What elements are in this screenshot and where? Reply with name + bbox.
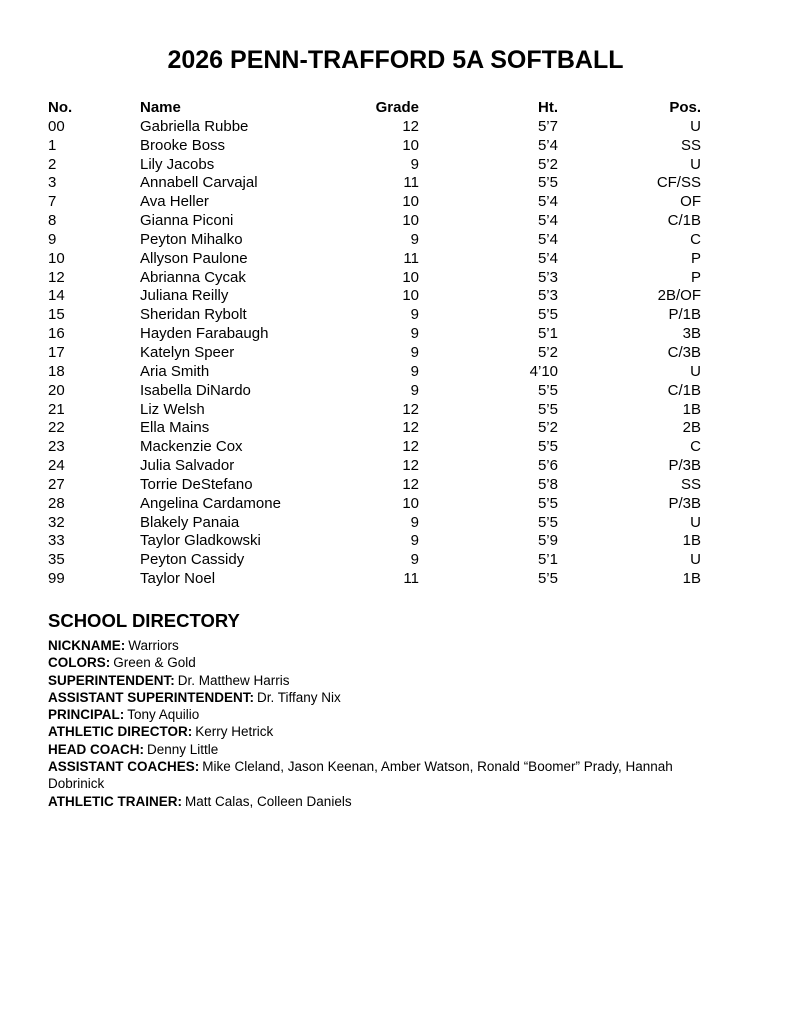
player-height: 5’4 [537,249,558,267]
player-grade: 9 [410,343,419,361]
player-grade: 12 [402,475,419,493]
directory-entry [48,689,701,706]
directory-entry [48,793,701,810]
player-number: 3 [48,174,57,192]
directory-entry-label: ASSISTANT COACHES: [48,759,200,775]
player-name: Peyton Cassidy [140,551,245,569]
player-number: 1 [48,136,57,154]
table-row [48,419,701,438]
directory-entry-value: Green & Gold [113,655,196,671]
player-height: 5’3 [537,287,558,305]
table-row [48,382,701,401]
directory-entry-value: Warriors [128,637,179,653]
player-name: Ella Mains [140,419,210,437]
player-height: 5’2 [537,343,558,361]
player-number: 27 [48,475,65,493]
player-grade: 12 [402,419,419,437]
player-name: Brooke Boss [140,136,226,154]
directory-entry [48,706,701,723]
player-position: U [690,551,701,569]
directory-entry-value: Dr. Tiffany Nix [257,689,341,705]
player-name: Julia Salvador [140,457,235,475]
player-name: Allyson Paulone [140,249,248,267]
player-height: 5’5 [537,381,558,399]
table-row [48,306,701,325]
header-no: No. [48,99,73,116]
player-grade: 9 [410,381,419,399]
player-grade: 10 [402,212,419,230]
player-name: Blakely Panaia [140,513,240,531]
table-row [48,363,701,382]
player-position: U [690,362,701,380]
player-position: OF [680,193,701,211]
player-name: Liz Welsh [140,400,205,418]
player-height: 5’5 [537,438,558,456]
player-number: 7 [48,193,57,211]
player-position: 2B/OF [657,287,701,305]
player-name: Hayden Farabaugh [140,325,269,343]
player-name: Ava Heller [140,193,209,211]
school-directory-heading: SCHOOL DIRECTORY [48,609,240,631]
player-height: 5’4 [537,230,558,248]
player-grade: 11 [403,570,419,588]
table-row [48,137,701,156]
table-row [48,118,701,137]
player-height: 5’1 [537,551,558,569]
player-name: Taylor Noel [140,570,216,588]
table-row [48,231,701,250]
player-number: 24 [48,457,65,475]
player-number: 18 [48,362,65,380]
directory-entry-label: ASSISTANT SUPERINTENDENT: [48,689,255,705]
player-position: U [690,155,701,173]
player-name: Isabella DiNardo [140,381,251,399]
player-height: 5’5 [537,400,558,418]
player-height: 4’10 [529,362,558,380]
table-row [48,551,701,570]
directory-entry-label: COLORS: [48,655,111,671]
table-row [48,344,701,363]
player-grade: 12 [402,438,419,456]
player-name: Sheridan Rybolt [140,306,247,324]
table-row [48,401,701,420]
player-number: 20 [48,381,65,399]
player-number: 12 [48,268,65,286]
player-name: Katelyn Speer [140,343,235,361]
player-height: 5’2 [537,419,558,437]
directory-entry [48,723,701,740]
directory-entry-value: Dr. Matthew Harris [177,672,290,688]
table-row [48,514,701,533]
player-name: Lily Jacobs [140,155,215,173]
player-number: 21 [48,400,65,418]
player-number: 15 [48,306,65,324]
header-name: Name [140,99,181,116]
directory-entry [48,637,701,654]
header-grade: Grade [375,99,419,116]
player-grade: 10 [402,268,419,286]
player-number: 17 [48,343,65,361]
player-grade: 9 [410,551,419,569]
directory-entry [48,758,701,793]
player-name: Torrie DeStefano [140,475,253,493]
player-number: 99 [48,570,65,588]
table-row [48,495,701,514]
player-position: P [690,249,701,267]
table-row [48,193,701,212]
player-name: Angelina Cardamone [140,494,281,512]
directory-entry-label: NICKNAME: [48,637,126,653]
player-grade: 11 [403,174,419,192]
directory-entry-label: SUPERINTENDENT: [48,672,175,688]
player-height: 5’9 [537,532,558,550]
player-number: 10 [48,249,65,267]
player-position: C/1B [667,212,701,230]
player-height: 5’8 [537,475,558,493]
player-number: 00 [48,117,65,135]
player-number: 23 [48,438,65,456]
player-position: C/1B [667,381,701,399]
player-position: U [690,513,701,531]
player-name: Abrianna Cycak [140,268,246,286]
player-position: P [690,268,701,286]
player-grade: 9 [410,230,419,248]
player-grade: 10 [402,287,419,305]
player-number: 35 [48,551,65,569]
player-position: C [690,230,701,248]
player-position: CF/SS [656,174,701,192]
player-grade: 9 [410,155,419,173]
directory-entry-label: HEAD COACH: [48,741,144,757]
table-row [48,156,701,175]
player-grade: 9 [410,306,419,324]
player-number: 33 [48,532,65,550]
directory-entry-value: Tony Aquilio [127,707,200,723]
directory-entry-label: PRINCIPAL: [48,707,125,723]
player-grade: 9 [410,362,419,380]
player-position: P/3B [668,457,701,475]
table-row [48,287,701,306]
table-row [48,174,701,193]
player-number: 28 [48,494,65,512]
player-number: 9 [48,230,57,248]
table-row [48,476,701,495]
player-grade: 10 [402,136,419,154]
player-grade: 9 [410,532,419,550]
player-name: Juliana Reilly [140,287,229,305]
player-position: SS [680,136,701,154]
player-height: 5’5 [537,306,558,324]
table-row [48,438,701,457]
player-grade: 9 [410,513,419,531]
player-position: 3B [682,325,701,343]
player-height: 5’5 [537,174,558,192]
player-position: 1B [682,532,701,550]
directory-entry-value: Mike Cleland, Jason Keenan, Amber Watson, Ronald “Boomer” Prady, Hannah Dobrinick [48,759,673,792]
player-grade: 11 [403,249,419,267]
player-name: Aria Smith [140,362,210,380]
table-row [48,570,701,589]
player-height: 5’5 [537,494,558,512]
player-position: 1B [682,400,701,418]
directory-entry-value: Matt Calas, Colleen Daniels [185,793,352,809]
player-number: 8 [48,212,57,230]
player-name: Peyton Mihalko [140,230,243,248]
player-name: Gabriella Rubbe [140,117,249,135]
player-position: C [690,438,701,456]
player-position: 2B [682,419,701,437]
player-position: P/3B [668,494,701,512]
player-name: Annabell Carvajal [140,174,258,192]
player-grade: 9 [410,325,419,343]
directory-entry [48,672,701,689]
player-name: Mackenzie Cox [140,438,243,456]
player-position: U [690,117,701,135]
roster-header-row [48,99,701,118]
table-row [48,250,701,269]
player-height: 5’5 [537,570,558,588]
player-height: 5’6 [537,457,558,475]
player-height: 5’4 [537,212,558,230]
roster-table [48,99,701,589]
header-position: Pos. [669,99,701,116]
directory-entry-value: Denny Little [147,741,219,757]
player-height: 5’1 [537,325,558,343]
player-position: C/3B [667,343,701,361]
directory-entry-value: Kerry Hetrick [195,724,274,740]
directory-entry-label: ATHLETIC TRAINER: [48,793,182,809]
table-row [48,325,701,344]
player-position: SS [680,475,701,493]
player-height: 5’4 [537,136,558,154]
player-grade: 10 [402,494,419,512]
player-position: P/1B [668,306,701,324]
player-height: 5’4 [537,193,558,211]
table-row [48,457,701,476]
directory-entry-label: ATHLETIC DIRECTOR: [48,724,193,740]
player-height: 5’5 [537,513,558,531]
player-position: 1B [682,570,701,588]
player-number: 22 [48,419,65,437]
player-grade: 12 [402,117,419,135]
player-grade: 10 [402,193,419,211]
table-row [48,212,701,231]
directory-entry [48,654,701,671]
player-grade: 12 [402,457,419,475]
player-number: 32 [48,513,65,531]
player-grade: 12 [402,400,419,418]
table-row [48,532,701,551]
player-height: 5’3 [537,268,558,286]
school-directory-section [48,610,701,810]
player-name: Gianna Piconi [140,212,234,230]
directory-entry [48,741,701,758]
header-height: Ht. [538,99,558,116]
player-height: 5’7 [537,117,558,135]
player-height: 5’2 [537,155,558,173]
player-name: Taylor Gladkowski [140,532,261,550]
player-number: 16 [48,325,65,343]
player-number: 14 [48,287,65,305]
table-row [48,269,701,288]
player-number: 2 [48,155,57,173]
page-title: 2026 PENN-TRAFFORD 5A SOFTBALL [167,46,624,74]
